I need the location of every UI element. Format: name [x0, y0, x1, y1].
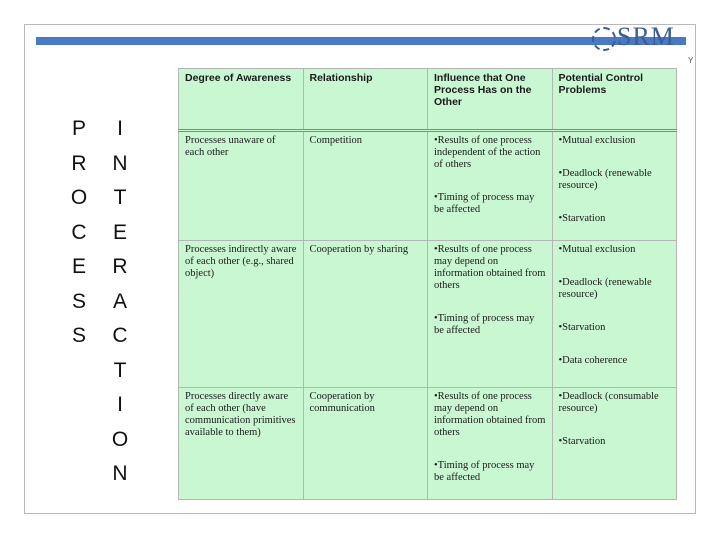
problem-item: •Starvation [558, 435, 606, 447]
cell-problems [552, 131, 677, 241]
letter: S [71, 324, 86, 347]
letter: P [71, 117, 86, 140]
title-accent-bar [36, 37, 686, 45]
table-row [179, 241, 677, 387]
influence-item: •Timing of process may be affected [434, 192, 535, 215]
cell-relationship: Cooperation by sharing [303, 241, 428, 387]
letter: E [71, 255, 86, 278]
cell-problems [552, 387, 677, 500]
header-degree-of-awareness: Degree of Awareness [179, 69, 304, 131]
letter: I [117, 393, 123, 416]
influence-item: •Results of one process may depend on information obtained from others [434, 244, 546, 292]
problem-item: •Deadlock (consumable resource) [558, 390, 659, 414]
problem-item: •Starvation [558, 213, 606, 224]
table-row [179, 131, 677, 241]
letter: A [112, 289, 127, 313]
letter: C [112, 324, 128, 347]
cell-influence [428, 131, 553, 241]
letter: N [112, 151, 128, 175]
problem-item: •Starvation [558, 322, 606, 334]
table-header-row [179, 69, 677, 131]
cell-awareness: Processes unaware of each other [179, 131, 304, 241]
problem-item: •Deadlock (renewable resource) [558, 168, 652, 191]
cell-relationship: Cooperation by communication [303, 387, 428, 500]
letter: T [113, 186, 127, 209]
header-control-problems: Potential Control Problems [552, 69, 677, 131]
letter: R [112, 255, 128, 278]
influence-item: •Results of one process independent of the action of others [434, 135, 541, 170]
problem-item: •Data coherence [558, 355, 628, 367]
cell-influence [428, 241, 553, 387]
letter: N [112, 462, 128, 485]
influence-item: •Timing of process may be affected [434, 459, 535, 483]
header-influence: Influence that One Process Has on the Other [428, 69, 553, 131]
letter: I [117, 117, 123, 140]
letter: R [71, 151, 87, 175]
vertical-word-process [67, 112, 91, 354]
cell-awareness: Processes indirectly aware of each other (e.g., shared object) [179, 241, 304, 387]
problem-item: •Mutual exclusion [558, 135, 636, 146]
letter: O [70, 186, 88, 209]
letter: S [71, 289, 86, 313]
process-interaction-table [178, 68, 677, 500]
cell-problems [552, 241, 677, 387]
table-row [179, 387, 677, 500]
logo-emblem-icon [592, 27, 616, 51]
cell-relationship: Competition [303, 131, 428, 241]
letter: T [113, 358, 127, 382]
header-relationship: Relationship [303, 69, 428, 131]
logo-subtext: Y [688, 56, 694, 65]
logo-text: SRM [617, 22, 675, 51]
letter: O [111, 427, 129, 451]
vertical-word-interaction [108, 112, 132, 492]
letter: E [112, 220, 127, 244]
letter: C [71, 220, 87, 244]
influence-item: •Results of one process may depend on information obtained from others [434, 390, 546, 438]
cell-influence [428, 387, 553, 500]
cell-awareness: Processes directly aware of each other (have communication primitives available to them) [179, 387, 304, 500]
influence-item: •Timing of process may be affected [434, 313, 535, 337]
problem-item: •Mutual exclusion [558, 244, 636, 256]
problem-item: •Deadlock (renewable resource) [558, 277, 652, 301]
